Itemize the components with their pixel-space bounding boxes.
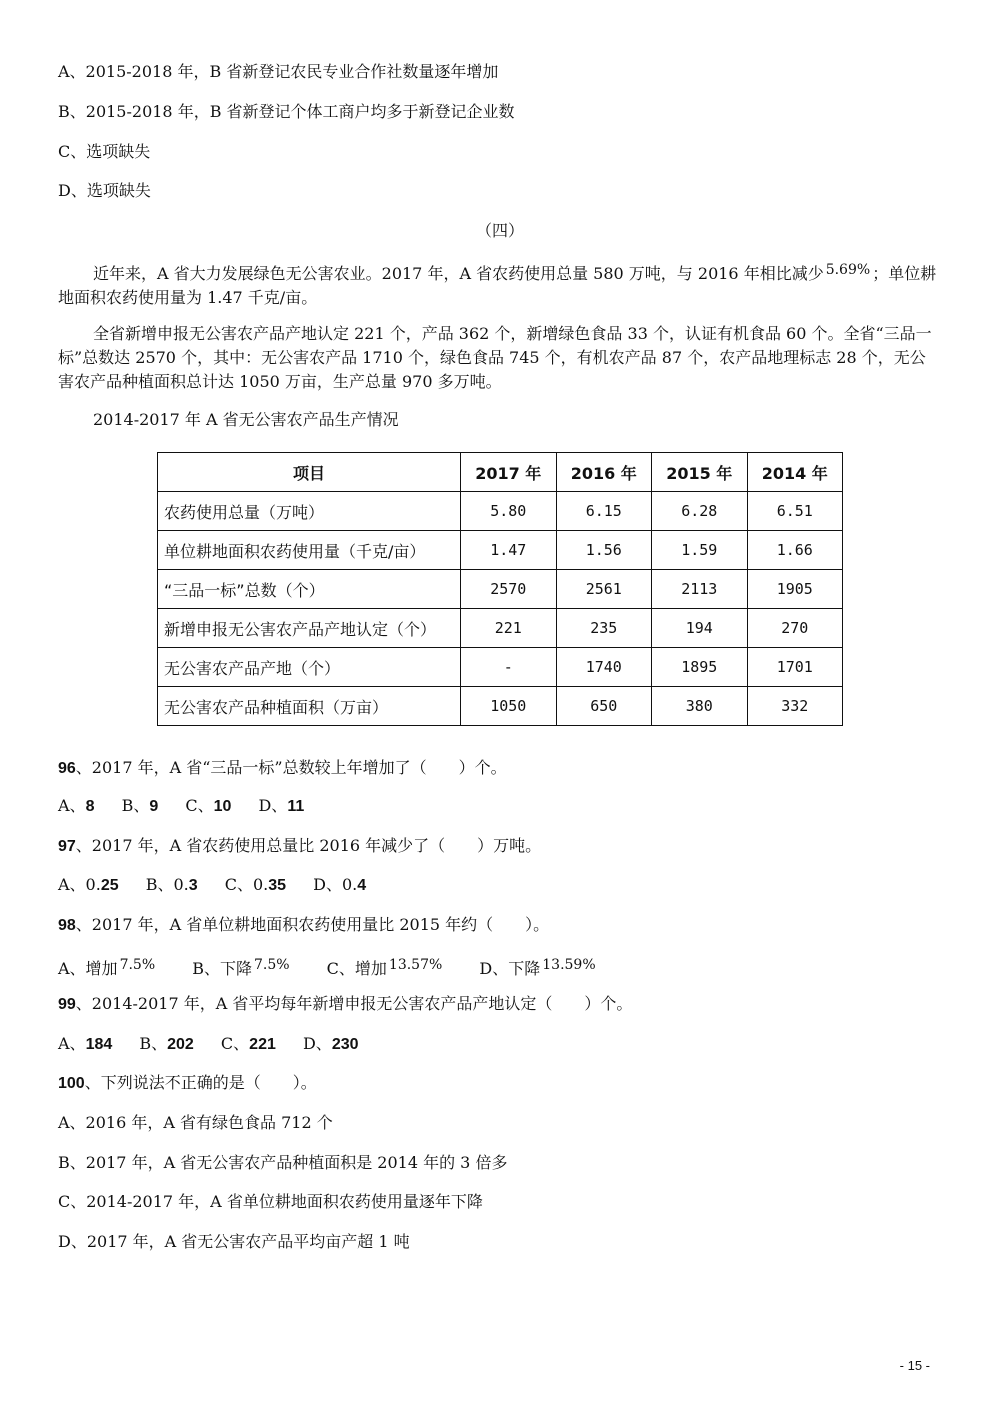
table-cell: 6.28 [652, 492, 748, 531]
table-cell: 6.15 [556, 492, 652, 531]
table-cell: - [461, 648, 557, 687]
intro-paragraph-1 [58, 258, 938, 310]
question-number: 99 [58, 996, 76, 1013]
table-cell: 1.56 [556, 531, 652, 570]
table-cell: 2570 [461, 570, 557, 609]
option-a: A、0.25 [58, 875, 119, 894]
para1-before: 近年来，A 省大力发展绿色无公害农业。2017 年，A 省农药使用总量 580 万吨，与 2016 年相比减少 [93, 264, 824, 283]
table-cell: 6.51 [747, 492, 843, 531]
table-cell: 2561 [556, 570, 652, 609]
table-cell-item: “三品一标”总数（个） [158, 570, 461, 609]
table-cell: 650 [556, 687, 652, 726]
option-a: A、184 [58, 1034, 113, 1053]
question-96 [58, 758, 507, 779]
section-title: （四） [475, 221, 524, 240]
table-cell: 2113 [652, 570, 748, 609]
option-c: C、0.35 [224, 875, 287, 894]
table-row [158, 648, 843, 687]
option-c: C、增加 13.57% [326, 957, 443, 978]
table-cell: 270 [747, 609, 843, 648]
table-cell: 1905 [747, 570, 843, 609]
question-text: 、2017 年，A 省单位耕地面积农药使用量比 2015 年约（ ）。 [75, 915, 550, 934]
question-96-options [58, 796, 326, 817]
table-cell-item: 农药使用总量（万吨） [158, 492, 461, 531]
table-cell: 235 [556, 609, 652, 648]
q100-option-b: B、2017 年，A 省无公害农产品种植面积是 2014 年的 3 倍多 [58, 1153, 508, 1172]
table-cell: 5.80 [461, 492, 557, 531]
question-98 [58, 915, 549, 936]
question-text: 、2017 年，A 省农药使用总量比 2016 年减少了（ ）万吨。 [75, 836, 542, 855]
header-item: 项目 [158, 453, 461, 492]
table-cell: 1.66 [747, 531, 843, 570]
question-text: 、2014-2017 年，A 省平均每年新增申报无公害农产品产地认定（ ）个。 [75, 994, 633, 1013]
table-header-row [158, 453, 843, 492]
para2-text: 全省新增申报无公害农产品产地认定 221 个，产品 362 个，新增绿色食品 33 个，认证有机食品 60 个。全省“三品一标”总数达 2570 个，其中：无公害农产品 1710 个，绿色食品 745 个，有机农产品 87 个，农产品地理标志 28 个，无公害农产品种植面积总计达 1050 万亩，生产总量 970 多万吨。 [58, 324, 932, 391]
question-number: 98 [58, 917, 76, 934]
table-cell: 332 [747, 687, 843, 726]
production-table [157, 452, 843, 726]
para1-after: ；单位耕地面积农药使用量为 1.47 千克/亩。 [58, 264, 937, 307]
intro-paragraph-2 [58, 322, 938, 394]
option-a: A、8 [58, 796, 95, 815]
table-row [158, 570, 843, 609]
prev-option-c: C、选项缺失 [58, 142, 151, 161]
question-number: 96 [58, 760, 76, 777]
table-cell-item: 单位耕地面积农药使用量（千克/亩） [158, 531, 461, 570]
q100-option-a: A、2016 年，A 省有绿色食品 712 个 [58, 1113, 333, 1132]
question-98-options [58, 955, 620, 979]
table-cell: 221 [461, 609, 557, 648]
option-b: B、9 [121, 796, 159, 815]
header-2016: 2016 年 [556, 453, 652, 492]
table-cell: 1701 [747, 648, 843, 687]
option-b: B、下降 7.5% [192, 957, 290, 978]
question-text: 、2017 年，A 省“三品一标”总数较上年增加了（ ）个。 [75, 758, 507, 777]
option-d: D、下降 13.59% [479, 957, 596, 978]
option-c: C、221 [220, 1034, 276, 1053]
page-number: - 15 - [899, 1358, 930, 1373]
table-row [158, 687, 843, 726]
option-b: B、0.3 [145, 875, 198, 894]
option-d: D、11 [258, 796, 305, 815]
question-97-options [58, 875, 388, 896]
table-cell: 380 [652, 687, 748, 726]
table-cell: 1895 [652, 648, 748, 687]
option-d: D、230 [302, 1034, 359, 1053]
option-b: B、202 [139, 1034, 194, 1053]
prev-option-a: A、2015-2018 年，B 省新登记农民专业合作社数量逐年增加 [58, 62, 499, 81]
q100-option-d: D、2017 年，A 省无公害农产品平均亩产超 1 吨 [58, 1232, 410, 1251]
option-c: C、10 [185, 796, 232, 815]
option-a: A、增加 7.5% [58, 957, 156, 978]
question-100 [58, 1073, 317, 1094]
table-row [158, 492, 843, 531]
q100-option-c: C、2014-2017 年，A 省单位耕地面积农药使用量逐年下降 [58, 1192, 483, 1211]
table-row [158, 531, 843, 570]
header-2017: 2017 年 [461, 453, 557, 492]
question-number: 97 [58, 838, 76, 855]
table-cell: 1740 [556, 648, 652, 687]
prev-option-b: B、2015-2018 年，B 省新登记个体工商户均多于新登记企业数 [58, 102, 515, 121]
question-99 [58, 994, 632, 1015]
table-cell-item: 无公害农产品种植面积（万亩） [158, 687, 461, 726]
table-caption: 2014-2017 年 A 省无公害农产品生产情况 [93, 410, 399, 429]
table-cell-item: 无公害农产品产地（个） [158, 648, 461, 687]
para1-percent: 5.69% [825, 262, 871, 278]
table-cell-item: 新增申报无公害农产品产地认定（个） [158, 609, 461, 648]
table-cell: 1050 [461, 687, 557, 726]
prev-option-d: D、选项缺失 [58, 181, 151, 200]
question-97 [58, 836, 541, 857]
question-text: 、下列说法不正确的是（ ）。 [84, 1073, 317, 1092]
header-2015: 2015 年 [652, 453, 748, 492]
option-d: D、0.4 [313, 875, 367, 894]
table-row [158, 609, 843, 648]
table-cell: 1.47 [461, 531, 557, 570]
table-cell: 1.59 [652, 531, 748, 570]
question-99-options [58, 1034, 381, 1055]
question-number: 100 [58, 1075, 85, 1092]
header-2014: 2014 年 [747, 453, 843, 492]
table-cell: 194 [652, 609, 748, 648]
